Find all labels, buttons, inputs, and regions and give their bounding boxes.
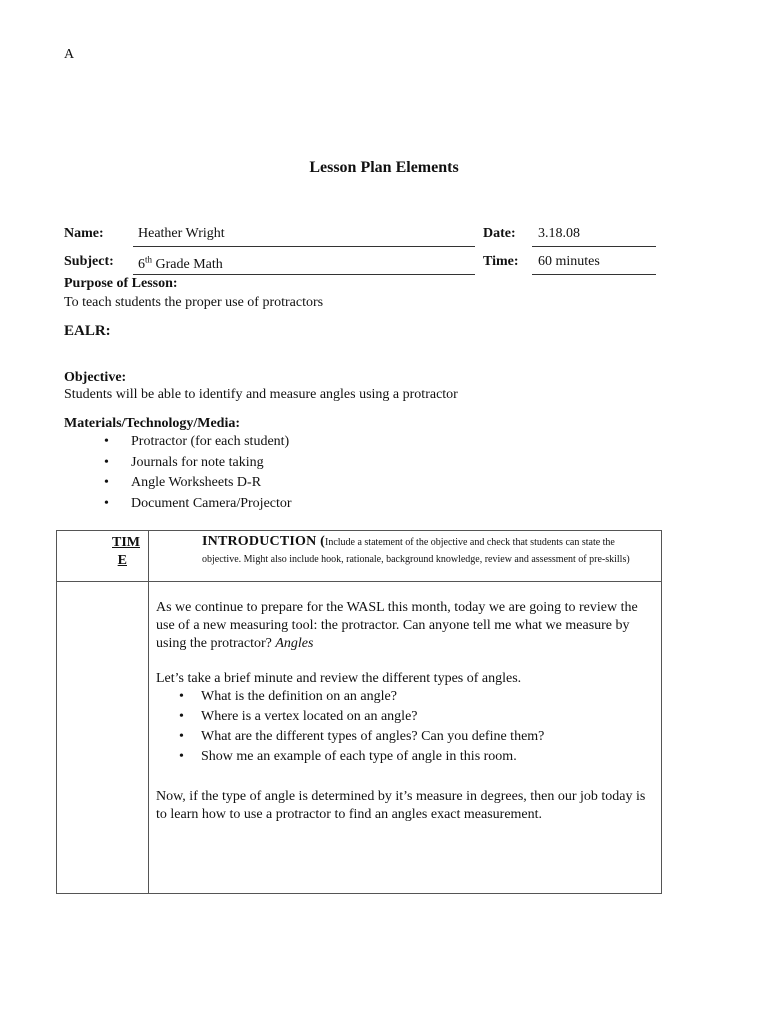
purpose-heading: Purpose of Lesson: bbox=[64, 276, 178, 291]
ealr-heading: EALR: bbox=[64, 323, 111, 339]
date-label: Date: bbox=[483, 226, 516, 241]
subject-label: Subject: bbox=[64, 254, 114, 269]
materials-item: • Document Camera/Projector bbox=[104, 494, 292, 515]
page-corner-mark: A bbox=[64, 47, 75, 62]
purpose-text: To teach students the proper use of protractors bbox=[64, 295, 324, 310]
objective-text: Students will be able to identify and measure angles using a protractor bbox=[64, 387, 458, 402]
review-question: • Where is a vertex located on an angle? bbox=[156, 707, 656, 727]
intro-paragraph-1-text: As we continue to prepare for the WASL this month, today we are going to review the use of a new measuring tool: the protractor. Can anyone tell me what we measure by using the protractor? bbox=[156, 600, 638, 651]
materials-list bbox=[104, 432, 292, 514]
name-label: Name: bbox=[64, 226, 104, 241]
subject-field bbox=[133, 254, 475, 275]
date-field bbox=[532, 226, 656, 247]
intro-paragraph-1 bbox=[156, 599, 656, 653]
intro-paragraph-3: Now, if the type of angle is determined by it’s measure in degrees, then our job today is to learn how to use a protractor to find an angles exact measurement. bbox=[156, 789, 646, 822]
review-questions-list bbox=[156, 687, 656, 767]
subject-grade-suffix: th bbox=[145, 254, 153, 264]
name-field bbox=[133, 226, 475, 247]
name-value: Heather Wright bbox=[138, 226, 225, 241]
time-label: Time: bbox=[483, 254, 519, 269]
time-field bbox=[532, 254, 656, 275]
introduction-title: INTRODUCTION ( bbox=[202, 534, 325, 549]
table-row-divider bbox=[57, 581, 661, 582]
review-question: • What are the different types of angles? Can you define them? bbox=[156, 727, 656, 747]
objective-heading: Objective: bbox=[64, 370, 127, 385]
intro-paragraph-1-answer: Angles bbox=[275, 636, 314, 651]
subject-value bbox=[133, 254, 223, 272]
introduction-note: Include a statement of the objective and check that students can state the objective. Might also include hook, rationale, background knowledge, review and assessment of pre-skills) bbox=[202, 537, 630, 565]
materials-item: • Journals for note taking bbox=[104, 453, 292, 474]
review-question: • Show me an example of each type of angle in this room. bbox=[156, 747, 656, 767]
materials-item: • Angle Worksheets D-R bbox=[104, 473, 292, 494]
materials-heading: Materials/Technology/Media: bbox=[64, 416, 241, 431]
time-value: 60 minutes bbox=[538, 254, 600, 269]
materials-item: • Protractor (for each student) bbox=[104, 432, 292, 453]
date-value: 3.18.08 bbox=[538, 226, 580, 241]
time-header-line1: TIM bbox=[112, 535, 140, 550]
subject-grade-rest: Grade Math bbox=[152, 256, 223, 272]
time-column-header bbox=[57, 534, 148, 570]
introduction-header bbox=[202, 534, 652, 568]
table-column-divider bbox=[148, 531, 149, 893]
page-title: Lesson Plan Elements bbox=[309, 159, 459, 176]
time-header-line2: E bbox=[117, 553, 127, 568]
lesson-table bbox=[56, 530, 662, 894]
review-question: • What is the definition on an angle? bbox=[156, 687, 656, 707]
intro-paragraph-2: Let’s take a brief minute and review the different types of angles. bbox=[156, 671, 522, 686]
subject-grade-number: 6 bbox=[138, 256, 145, 272]
